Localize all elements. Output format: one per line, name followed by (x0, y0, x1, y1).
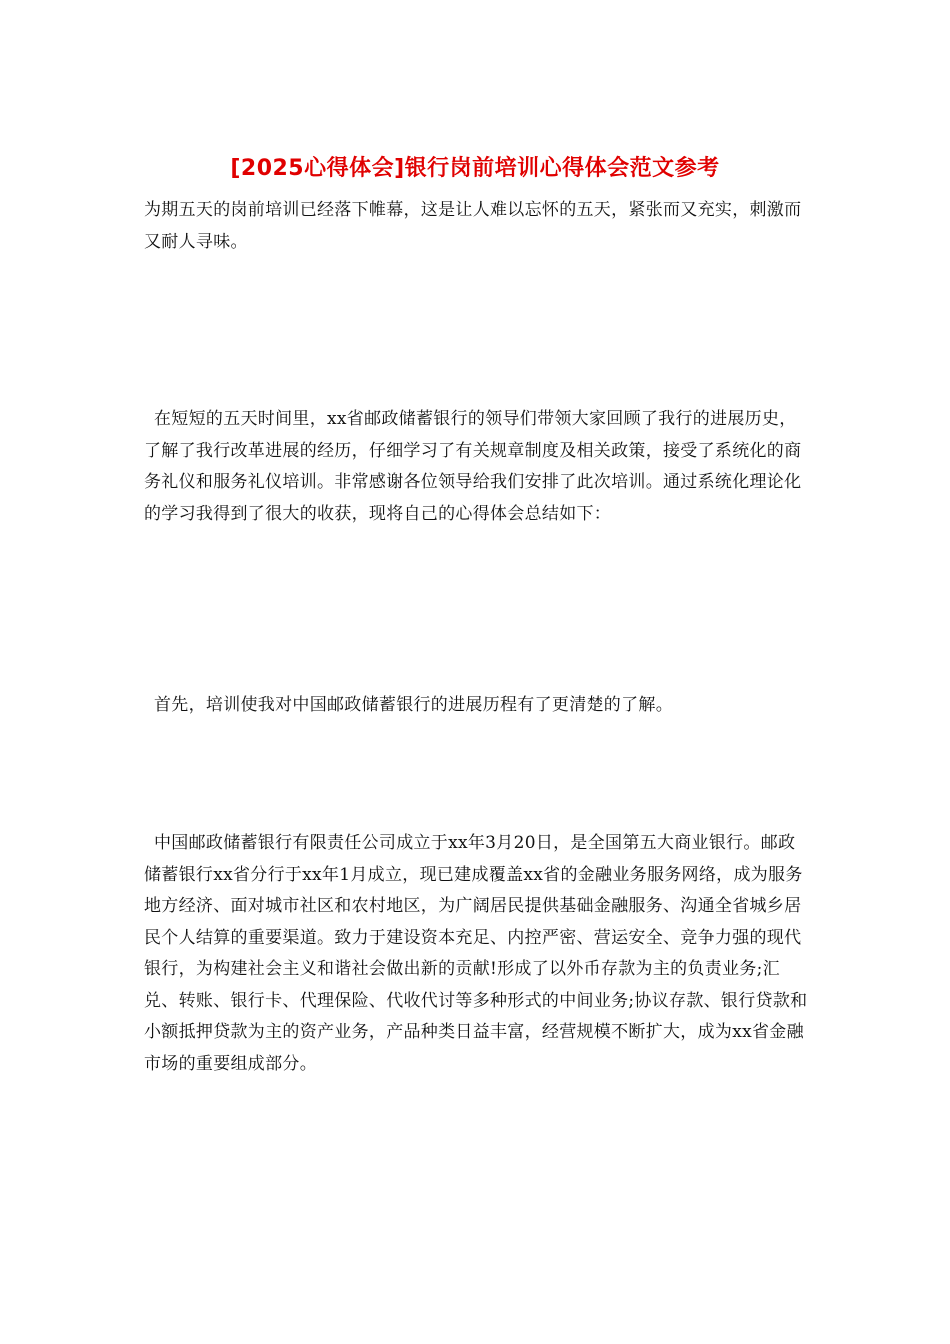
paragraph-intro: 为期五天的岗前培训已经落下帷幕，这是让人难以忘怀的五天，紧张而又充实，刺激而又耐人寻味。 (144, 200, 802, 252)
paragraph-training-overview: 在短短的五天时间里，xx省邮政储蓄银行的领导们带领大家回顾了我行的进展历史，了解了我行改革进展的经历，仔细学习了有关规章制度及相关政策，接受了系统化的商务礼仪和服务礼仪培训。非常感谢各位领导给我们安排了此次培训。通过系统化理论化的学习我得到了很大的收获，现将自己的心得体会总结如下： (144, 409, 802, 524)
document-title: [2025心得体会]银行岗前培训心得体会范文参考 (230, 156, 720, 181)
paragraph-bank-history: 中国邮政储蓄银行有限责任公司成立于xx年3月20日，是全国第五大商业银行。邮政储蓄银行xx省分行于xx年1月成立，现已建成覆盖xx省的金融业务服务网络，成为服务地方经济、面对城市社区和农村地区，为广阔居民提供基础金融服务、沟通全省城乡居民个人结算的重要渠道。致力于建设资本充足、内控严密、营运安全、竞争力强的现代银行，为构建社会主义和谐社会做出新的贡献!形成了以外币存款为主的负责业务;汇兑、转账、银行卡、代理保险、代收代讨等多种形式的中间业务;协议存款、银行贷款和小额抵押贷款为主的资产业务，产品种类日益丰富，经营规模不断扩大，成为xx省金融市场的重要组成部分。 (144, 833, 808, 1074)
paragraph-first-point: 首先，培训使我对中国邮政储蓄银行的进展历程有了更清楚的了解。 (154, 695, 673, 715)
